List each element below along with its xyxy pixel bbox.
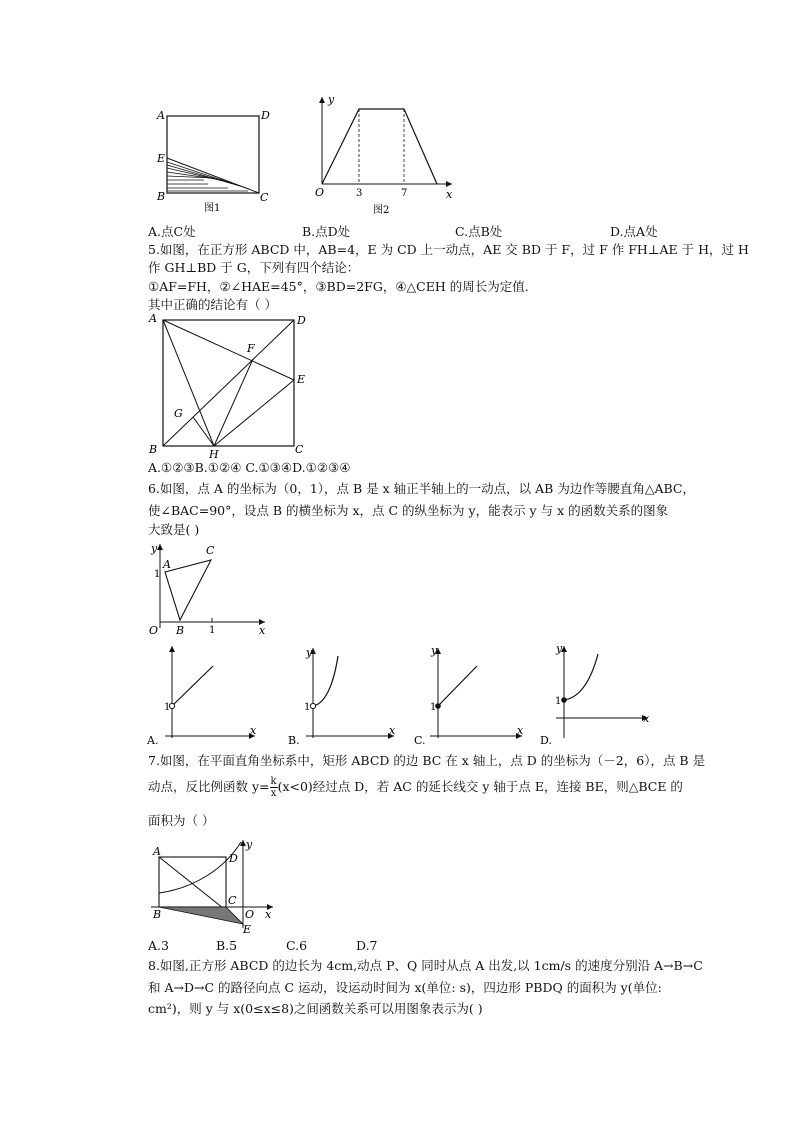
- q6-fig-label-1-x: 1: [209, 625, 216, 636]
- q7-fig-label-O: O: [245, 908, 255, 921]
- q6-graph-d-tick-1: 1: [555, 696, 562, 707]
- q5-fig-label-E: E: [297, 373, 306, 386]
- q7-fig-label-E: E: [243, 923, 252, 936]
- q4-fig2-tick-3: 3: [356, 188, 363, 199]
- q4-fig2-label-O: O: [315, 186, 325, 199]
- q7-figure: [145, 838, 280, 938]
- q6-fig-label-O: O: [149, 624, 159, 637]
- q5-stem-line-2: 作 GH⊥BD 于 G，下列有四个结论：: [148, 260, 360, 275]
- q6-graph-b-tick-1: 1: [304, 702, 311, 713]
- q8-stem-line-2: 和 A→D→C 的路径向点 C 运动，设运动时间为 x(单位: s)，四边形 PBDQ 的面积为 y(单位:: [148, 980, 662, 995]
- q5-stem-line-1: 5.如图，在正方形 ABCD 中，AB=4，E 为 CD 上一动点，AE 交 BD 于 F，过 F 作 FH⊥AE 于 H，过 H: [148, 242, 749, 257]
- q5-stem-line-4: 其中正确的结论有（ ）: [148, 297, 277, 312]
- q6-graph-a-x: x: [250, 724, 257, 737]
- q6-graph-b[interactable]: [286, 640, 401, 745]
- q5-fig-label-B: B: [149, 443, 158, 456]
- q6-graph-c[interactable]: [414, 640, 529, 745]
- q4-fig1-label-E: E: [157, 152, 166, 165]
- q7-stem-line-2: [148, 776, 683, 799]
- q6-graph-d-y: y: [556, 642, 563, 655]
- q7-fig-label-B: B: [153, 908, 162, 921]
- q7-option-b[interactable]: B.5: [216, 938, 238, 953]
- q6-graph-b-label: B.: [288, 734, 300, 745]
- q7-fig-label-y: y: [246, 838, 253, 851]
- q6-graph-d-label: D.: [540, 734, 552, 745]
- q6-stem-line-3: 大致是( ): [148, 522, 200, 537]
- q8-stem-line-3: cm²)，则 y 与 x(0≤x≤8)之间函数关系可以用图象表示为( ): [148, 1001, 483, 1016]
- q6-graph-c-label: C.: [414, 734, 426, 745]
- q6-graph-d[interactable]: [538, 640, 653, 745]
- q4-fig1-label-D: D: [261, 109, 270, 122]
- q5-figure: [145, 310, 315, 460]
- q6-fig-label-y: y: [151, 542, 158, 555]
- q7-stem-line-1: 7.如图，在平面直角坐标系中，矩形 ABCD 的边 BC 在 x 轴上，点 D 的坐标为（－2，6），点 B 是: [148, 753, 706, 768]
- q8-stem-line-1: 8.如图,正方形 ABCD 的边长为 4cm,动点 P、Q 同时从点 A 出发,以 1cm/s 的速度分别沿 A→B→C: [148, 958, 703, 973]
- q4-option-b[interactable]: B.点D处: [302, 224, 351, 239]
- q4-fig2-label-y: y: [328, 93, 335, 106]
- q5-fig-label-H: H: [209, 448, 219, 460]
- q5-fig-label-C: C: [295, 443, 304, 456]
- q4-figure-2: [312, 92, 462, 220]
- q6-fig-label-C: C: [206, 544, 215, 557]
- q5-fig-label-F: F: [247, 342, 255, 355]
- q7-fraction-numerator: k: [270, 776, 277, 787]
- q6-fig-label-B: B: [176, 624, 185, 637]
- q5-fig-label-A: A: [149, 312, 157, 325]
- q5-fig-label-G: G: [174, 407, 183, 420]
- q6-graph-a-tick-1: 1: [164, 702, 171, 713]
- q6-graph-a-label: A.: [147, 734, 159, 745]
- q4-fig2-tick-7: 7: [401, 188, 408, 199]
- q6-graph-c-y: y: [431, 644, 438, 657]
- q4-fig1-label-B: B: [157, 190, 166, 203]
- q4-fig2-label-x: x: [446, 188, 453, 201]
- q7-option-d[interactable]: D.7: [356, 938, 378, 953]
- q7-option-c[interactable]: C.6: [286, 938, 308, 953]
- q7-stem-line-2-pre: 动点，反比例函数 y=: [148, 779, 270, 794]
- q6-graph-b-y: y: [306, 646, 313, 659]
- q6-fig-label-A: A: [163, 558, 171, 571]
- q6-graph-d-x: x: [643, 712, 650, 725]
- q7-option-a[interactable]: A.3: [148, 938, 169, 953]
- q4-fig1-caption: 图1: [204, 203, 221, 214]
- q4-fig1-label-A: A: [157, 109, 165, 122]
- q6-stem-line-2: 使∠BAC=90°，设点 B 的横坐标为 x，点 C 的纵坐标为 y，能表示 y 与 x 的函数关系的图象: [148, 503, 669, 518]
- q4-option-c[interactable]: C.点B处: [455, 224, 503, 239]
- q4-fig1-label-C: C: [260, 191, 269, 204]
- q7-fraction: [270, 776, 278, 799]
- q5-stem-line-3: ①AF=FH，②∠HAE=45°，③BD=2FG，④△CEH 的周长为定值.: [148, 279, 529, 294]
- q4-fig2-caption: 图2: [373, 205, 390, 216]
- q6-fig-label-1: 1: [154, 569, 161, 580]
- q7-fig-label-A: A: [153, 845, 161, 858]
- q6-graph-c-tick-1: 1: [430, 702, 437, 713]
- q6-graph-c-x: x: [517, 724, 524, 737]
- q5-fig-label-D: D: [297, 314, 306, 327]
- q6-graph-b-x: x: [389, 724, 396, 737]
- q6-fig-label-x: x: [259, 624, 266, 637]
- q7-fig-label-D: D: [229, 852, 238, 865]
- q4-figure-1: [148, 100, 278, 218]
- q6-figure: [145, 540, 275, 640]
- q7-stem-line-2-post: (x<0)经过点 D，若 AC 的延长线交 y 轴于点 E，连接 BE，则△BCE 的: [277, 779, 683, 794]
- q4-option-d[interactable]: D.点A处: [610, 224, 658, 239]
- q7-stem-line-3: 面积为（ ）: [148, 813, 215, 828]
- q4-option-a[interactable]: A.点C处: [148, 224, 196, 239]
- q7-fig-label-x: x: [265, 908, 272, 921]
- q6-stem-line-1: 6.如图，点 A 的坐标为（0，1），点 B 是 x 轴正半轴上的一动点，以 AB 为边作等腰直角△ABC，: [148, 481, 695, 496]
- q5-options[interactable]: A.①②③B.①②④ C.①③④D.①②③④: [148, 460, 351, 475]
- q7-fig-label-C: C: [228, 894, 237, 907]
- q6-graph-a[interactable]: [145, 640, 260, 745]
- q7-fraction-denominator: x: [270, 788, 277, 799]
